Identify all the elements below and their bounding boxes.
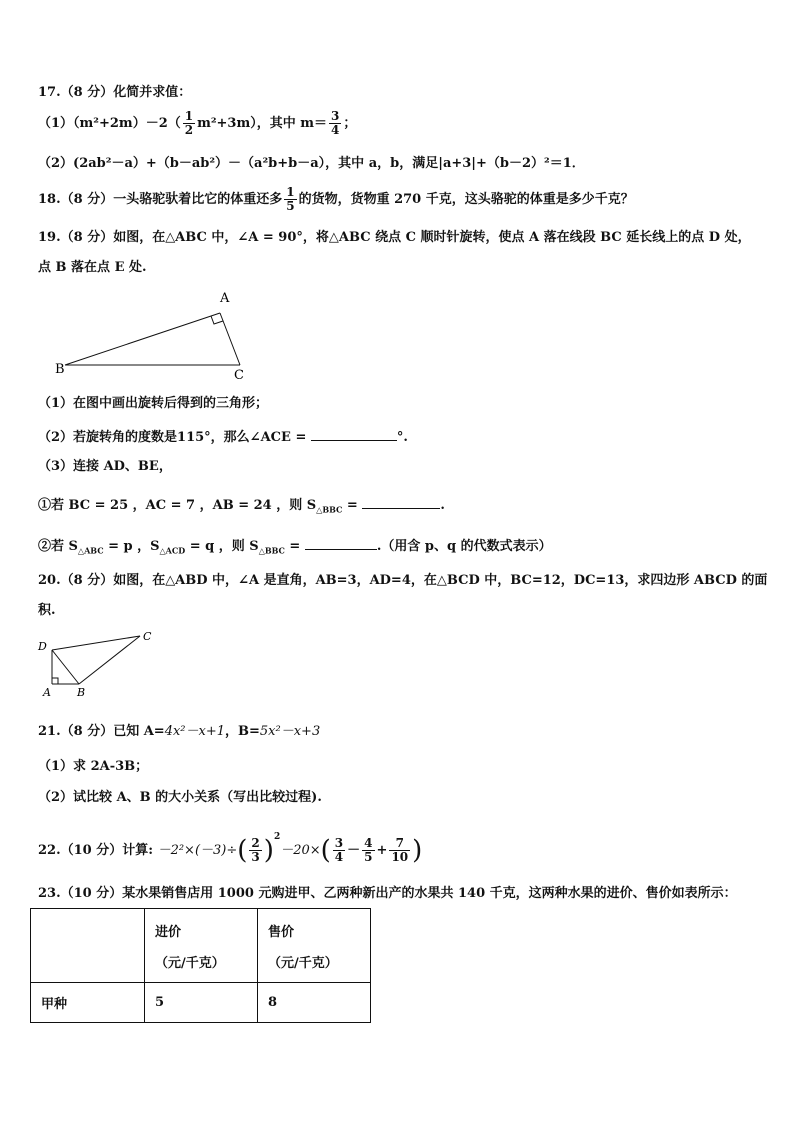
q22-question: 22.（10 分）计算: －2²×(－3)÷( $\frac{2}{3}$ )$^2$－20×( $\frac{3}{4}$ － $\frac{4}{5}$ + $\frac{7}{10}$ ) <box>38 831 423 866</box>
expr-B: 5x²－x+3 <box>259 724 321 739</box>
label-A: A <box>220 291 230 306</box>
label-C: C <box>143 630 152 643</box>
side-AC <box>220 313 240 365</box>
label-C: C <box>234 368 244 383</box>
side-AB <box>65 313 220 365</box>
side-DC <box>52 636 140 650</box>
q20-question-line1: 20.（8 分）如图，在△ABD 中，∠A 是直角，AB=3，AD=4，在△BCD 中，BC=12，DC=13，求四边形 ABCD 的面 <box>38 573 768 588</box>
q20-quadrilateral-figure <box>34 626 164 702</box>
q22-fraction-2-3: $\frac{2}{3}$ <box>251 836 260 864</box>
q19-question-line1: 19.（8 分）如图，在△ABC 中，∠A = 90°，将△ABC 绕点 C 顺时针旋转，使点 A 落在线段 BC 延长线上的点 D 处， <box>38 230 751 245</box>
side-BC <box>79 636 140 684</box>
row-label-jia: 甲种 <box>31 983 145 1023</box>
table-row <box>31 983 371 1023</box>
table-header-row <box>31 909 371 983</box>
q21-sub1: （1）求 2A-3B； <box>38 759 149 774</box>
right-angle-mark <box>52 678 58 684</box>
answer-blank-angle[interactable] <box>311 426 397 441</box>
table-header-sell-price: 售价 （元/千克） <box>258 909 371 983</box>
q19-sub3: （3）连接 AD、BE， <box>38 459 172 474</box>
q17-part1: （1）（m²+2m）－2（ $\frac{1}{2}$ m²+3m），其中 m＝ $\frac{3}{4}$ ； <box>38 109 357 137</box>
q19-question-line2: 点 B 落在点 E 处. <box>38 260 147 275</box>
q20-question-line2: 积. <box>38 603 56 618</box>
answer-blank-area2[interactable] <box>305 535 377 550</box>
price-table <box>30 908 371 1023</box>
q22-fraction-3-4: $\frac{3}{4}$ <box>334 836 344 864</box>
q17-part1-text-b: m²+3m），其中 m＝ <box>197 116 328 131</box>
q23-question: 23.（10 分）某水果销售店用 1000 元购进甲、乙两种新出产的水果共 140 千克，这两种水果的进价、售价如表所示： <box>38 886 737 901</box>
q19-sub1: （1）在图中画出旋转后得到的三角形； <box>38 396 269 411</box>
q21-sub2: （2）试比较 A、B 的大小关系（写出比较过程). <box>38 790 322 805</box>
table-header-buy-price: 进价 （元/千克） <box>145 909 258 983</box>
label-D: D <box>38 640 47 653</box>
expr-A: 4x²－x+1 <box>164 724 226 739</box>
q19-triangle-figure <box>50 285 260 385</box>
q17-part2: （2）(2ab²－a）+（b－ab²）－（a²b+b－a），其中 a，b，满足|a+3|+（b－2）²＝1． <box>38 156 585 171</box>
table-header-empty <box>31 909 145 983</box>
q17-fraction-half: $\frac{1}{2}$ <box>184 109 194 137</box>
q19-sub2: （2）若旋转角的度数是115°，那么∠ACE = °. <box>38 426 408 447</box>
q18-fraction: $\frac{1}{5}$ <box>286 185 295 213</box>
q19-case1: ①若 BC = 25 ，AC = 7 ，AB = 24 ，则 $S_{\triangle BBC}$ = . <box>38 494 445 519</box>
q17-part1-text-a: （1）（m²+2m）－2（ <box>38 116 181 131</box>
diagonal-DB <box>52 650 79 684</box>
q17-heading: 17.（8 分）化简并求值： <box>38 85 192 100</box>
row-sell-price: 8 <box>258 983 371 1023</box>
q22-fraction-4-5: $\frac{4}{5}$ <box>364 836 373 864</box>
q19-case2: ②若 $S_{\triangle ABC} = p$ ，$S_{\triangle ACD} = q$ ，则 $S_{\triangle BBC}$ = .（用含 p、q 的代数式表示） <box>38 535 552 560</box>
q17-fraction-m: $\frac{3}{4}$ <box>331 109 340 137</box>
label-A: A <box>43 686 51 699</box>
q18-question: 18.（8 分）一头骆驼驮着比它的体重还多 $\frac{1}{5}$ 的货物，货物重 270 千克，这头骆驼的体重是多少千克？ <box>38 185 634 213</box>
q22-fraction-7-10: $\frac{7}{10}$ <box>391 836 409 864</box>
label-B: B <box>55 362 65 377</box>
q21-question: 21.（8 分）已知 A=4x²－x+1，B=5x²－x+3 <box>38 724 321 739</box>
answer-blank-area1[interactable] <box>362 494 440 509</box>
row-buy-price: 5 <box>145 983 258 1023</box>
label-B: B <box>77 686 86 699</box>
